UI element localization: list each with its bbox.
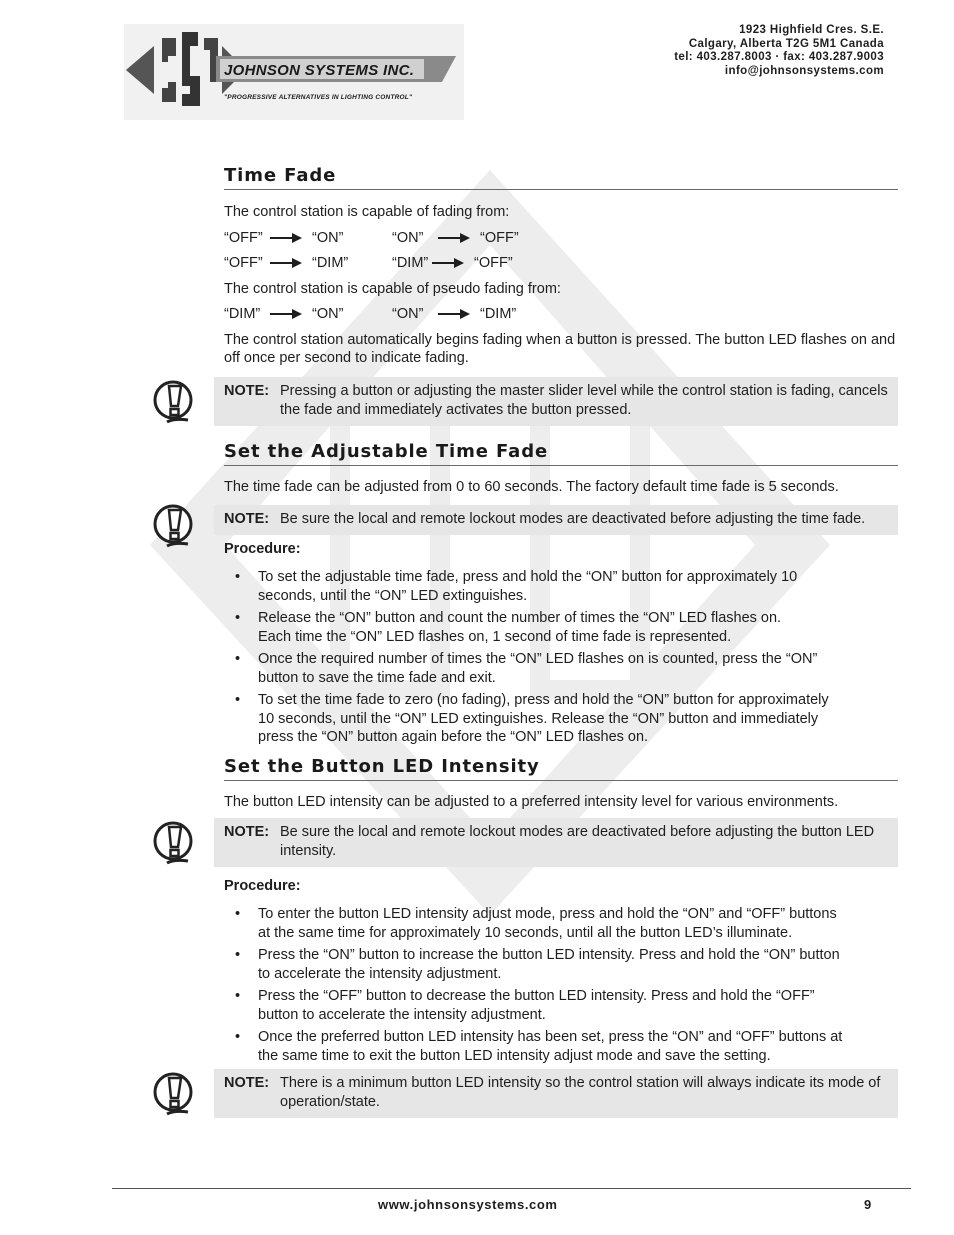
section-adjustable-time-fade bbox=[224, 441, 898, 747]
note-label: NOTE: bbox=[224, 1075, 270, 1091]
exclamation-note-icon bbox=[152, 502, 198, 550]
fade-to: “ON” bbox=[312, 229, 344, 246]
fade-row bbox=[224, 229, 898, 248]
bullet: • bbox=[235, 988, 241, 1004]
procedure-label: Procedure: bbox=[224, 878, 301, 894]
fade-from: “OFF” bbox=[224, 255, 263, 272]
pseudo-fade-row bbox=[224, 305, 898, 324]
fade-from: “OFF” bbox=[224, 229, 263, 246]
fade-from: “DIM” bbox=[224, 306, 261, 323]
arrow-right-icon bbox=[270, 233, 302, 243]
note-label: NOTE: bbox=[224, 824, 270, 840]
exclamation-note-icon bbox=[152, 378, 198, 426]
led-intensity-steps bbox=[224, 905, 898, 1065]
section-led-intensity bbox=[224, 756, 898, 1119]
bullet: • bbox=[235, 569, 241, 585]
fade-from: “DIM” bbox=[392, 255, 429, 272]
company-name: JOHNSON SYSTEMS INC. bbox=[224, 62, 415, 79]
note-box bbox=[214, 1069, 898, 1118]
note-box bbox=[214, 377, 898, 426]
section-time-fade bbox=[224, 165, 898, 426]
bullet: • bbox=[235, 610, 241, 626]
time-fade-body: The control station automatically begins fading when a button is pressed. The button LED flashes on and off once per second to indicate fading. bbox=[224, 331, 896, 366]
company-logo bbox=[124, 24, 464, 120]
fade-pairs bbox=[224, 229, 898, 273]
fade-to: “DIM” bbox=[312, 255, 349, 272]
address-street: 1923 Highfield Cres. S.E. bbox=[739, 24, 884, 36]
exclamation-note-icon bbox=[152, 1070, 198, 1118]
fade-row bbox=[224, 254, 898, 273]
fade-from: “ON” bbox=[392, 229, 424, 246]
list-item: • Once the preferred button LED intensity has been set, press the “ON” and “OFF” buttons at the same time to exit the button LED intensity adjust mode and save the setting. bbox=[235, 1029, 843, 1064]
page-number: 9 bbox=[864, 1197, 872, 1212]
address-email[interactable]: info@johnsonsystems.com bbox=[724, 64, 884, 77]
list-item: • To enter the button LED intensity adjust mode, press and hold the “ON” and “OFF” buttons at the same time for approximately 10 seconds, until all the button LED’s illuminate. bbox=[235, 906, 837, 941]
note-box bbox=[214, 818, 898, 867]
adjustable-fade-intro: The time fade can be adjusted from 0 to 60 seconds. The factory default time fade is 5 seconds. bbox=[224, 478, 839, 495]
arrow-right-icon bbox=[438, 309, 470, 319]
company-tagline: "PROGRESSIVE ALTERNATIVES IN LIGHTING CONTROL" bbox=[224, 94, 413, 101]
led-intensity-heading: Set the Button LED Intensity bbox=[224, 756, 898, 781]
list-item: • To set the time fade to zero (no fading), press and hold the “ON” button for approximately 10 seconds, until the “ON” LED extinguishes. Release the “ON” button and immediately press the “ON” button again before the “ON” LED flashes on. bbox=[235, 692, 829, 745]
note-text: Be sure the local and remote lockout modes are deactivated before adjusting the time fade. bbox=[280, 511, 866, 527]
arrow-right-icon bbox=[270, 258, 302, 268]
list-item: • Press the “ON” button to increase the button LED intensity. Press and hold the “ON” button to accelerate the intensity adjustment. bbox=[235, 947, 840, 982]
arrow-right-icon bbox=[270, 309, 302, 319]
note-text: There is a minimum button LED intensity so the control station will always indicate its mode of operation/state. bbox=[280, 1075, 881, 1110]
time-fade-heading: Time Fade bbox=[224, 165, 898, 190]
bullet: • bbox=[235, 947, 241, 963]
main-content bbox=[224, 165, 898, 1118]
adjustable-fade-steps bbox=[224, 568, 898, 747]
list-item: • Press the “OFF” button to decrease the button LED intensity. Press and hold the “OFF” button to accelerate the intensity adjustment. bbox=[235, 988, 815, 1023]
bullet: • bbox=[235, 651, 241, 667]
procedure-label: Procedure: bbox=[224, 541, 301, 557]
footer-divider bbox=[112, 1188, 911, 1189]
fade-to: “OFF” bbox=[474, 255, 513, 272]
note-text: Pressing a button or adjusting the master slider level while the control station is fading, cancels the fade and immediately activates the button pressed. bbox=[280, 382, 888, 418]
time-fade-intro: The control station is capable of fading from: bbox=[224, 204, 510, 220]
list-item: • To set the adjustable time fade, press and hold the “ON” button for approximately 10 seconds, until the “ON” LED extinguishes. bbox=[235, 569, 798, 604]
note-label: NOTE: bbox=[224, 382, 270, 399]
led-intensity-intro: The button LED intensity can be adjusted to a preferred intensity level for various environments. bbox=[224, 793, 839, 810]
bullet: • bbox=[235, 906, 241, 922]
fade-from: “ON” bbox=[392, 306, 424, 323]
address-city: Calgary, Alberta T2G 5M1 Canada bbox=[688, 37, 884, 50]
bullet: • bbox=[235, 1029, 241, 1045]
list-item: • Release the “ON” button and count the number of times the “ON” LED flashes on. Each time the “ON” LED flashes on, 1 second of time fade is represented. bbox=[235, 610, 782, 645]
list-item: • Once the required number of times the “ON” LED flashes on is counted, press the “ON” button to save the time fade and exit. bbox=[235, 651, 818, 686]
arrow-right-icon bbox=[432, 258, 464, 268]
note-text: Be sure the local and remote lockout modes are deactivated before adjusting the button LED intensity. bbox=[280, 824, 875, 859]
footer-website-link[interactable]: www.johnsonsystems.com bbox=[378, 1197, 558, 1212]
address-phone-fax: tel: 403.287.8003 · fax: 403.287.9003 bbox=[674, 51, 884, 63]
fade-to: “DIM” bbox=[480, 306, 517, 323]
exclamation-note-icon bbox=[152, 819, 198, 867]
company-address bbox=[674, 24, 884, 78]
note-box bbox=[214, 505, 898, 535]
bullet: • bbox=[235, 692, 241, 708]
arrow-right-icon bbox=[438, 233, 470, 243]
adjustable-fade-heading: Set the Adjustable Time Fade bbox=[224, 441, 898, 466]
fade-to: “OFF” bbox=[480, 229, 519, 246]
fade-to: “ON” bbox=[312, 306, 344, 323]
pseudo-fade-intro: The control station is capable of pseudo fading from: bbox=[224, 280, 561, 297]
note-label: NOTE: bbox=[224, 511, 270, 527]
